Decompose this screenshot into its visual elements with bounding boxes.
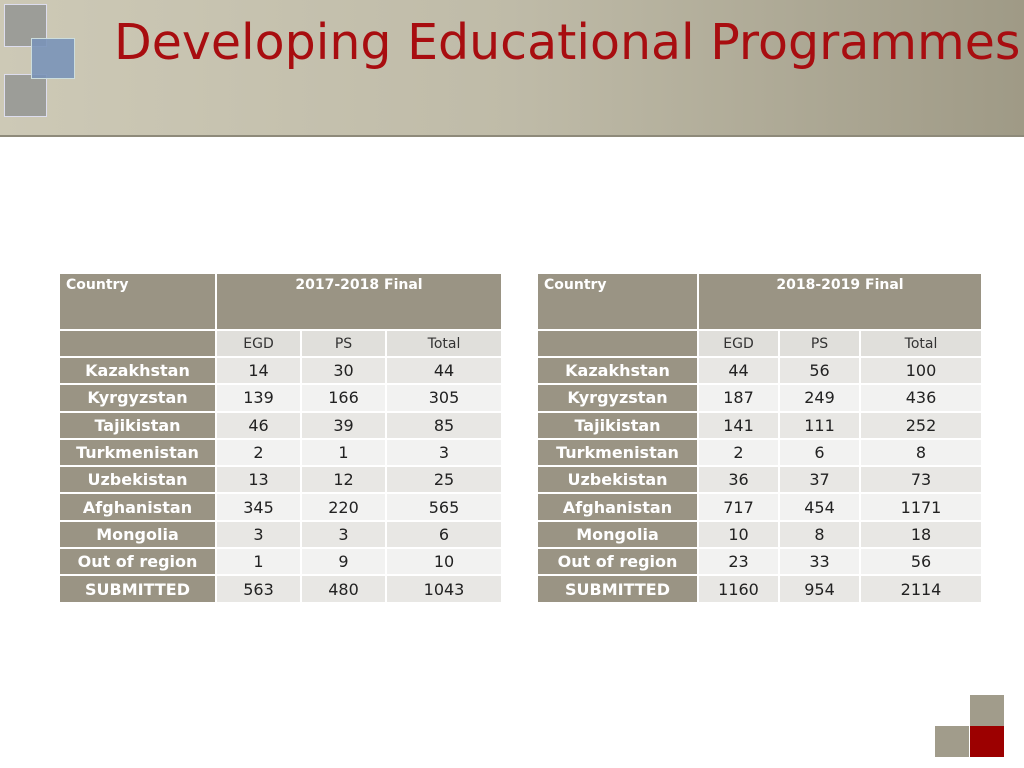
- table-row: [60, 413, 501, 438]
- value-cell: 1171: [861, 494, 981, 519]
- table-row: [60, 494, 501, 519]
- country-cell: Kazakhstan: [60, 358, 215, 383]
- table-2017-2018: [58, 272, 503, 604]
- country-cell: Turkmenistan: [60, 440, 215, 465]
- period-header: 2017-2018 Final: [217, 274, 501, 329]
- value-cell: 8: [861, 440, 981, 465]
- value-cell: 37: [780, 467, 859, 492]
- value-cell: 23: [699, 549, 778, 574]
- country-cell: SUBMITTED: [60, 576, 215, 601]
- table-row: [60, 522, 501, 547]
- value-cell: 44: [387, 358, 501, 383]
- column-header: EGD: [699, 331, 778, 356]
- value-cell: 8: [780, 522, 859, 547]
- value-cell: 2114: [861, 576, 981, 601]
- value-cell: 220: [302, 494, 385, 519]
- table-2018-2019: [536, 272, 983, 604]
- value-cell: 565: [387, 494, 501, 519]
- value-cell: 13: [217, 467, 300, 492]
- value-cell: 345: [217, 494, 300, 519]
- decor-square-icon: [935, 726, 969, 757]
- value-cell: 3: [302, 522, 385, 547]
- table-row: [60, 385, 501, 410]
- value-cell: 10: [699, 522, 778, 547]
- country-cell: Turkmenistan: [538, 440, 697, 465]
- value-cell: 33: [780, 549, 859, 574]
- table-row: [538, 413, 981, 438]
- country-cell: Afghanistan: [538, 494, 697, 519]
- value-cell: 305: [387, 385, 501, 410]
- column-header: PS: [780, 331, 859, 356]
- value-cell: 46: [217, 413, 300, 438]
- country-cell: Tajikistan: [60, 413, 215, 438]
- table-row: [60, 549, 501, 574]
- value-cell: 1: [302, 440, 385, 465]
- page-title: Developing Educational Programmes: [114, 14, 1021, 71]
- value-cell: 187: [699, 385, 778, 410]
- value-cell: 3: [217, 522, 300, 547]
- table-row: [538, 522, 981, 547]
- value-cell: 954: [780, 576, 859, 601]
- value-cell: 3: [387, 440, 501, 465]
- value-cell: 1: [217, 549, 300, 574]
- country-cell: SUBMITTED: [538, 576, 697, 601]
- decor-square-icon: [31, 38, 75, 79]
- period-header: 2018-2019 Final: [699, 274, 981, 329]
- country-cell: Mongolia: [538, 522, 697, 547]
- country-cell: Out of region: [60, 549, 215, 574]
- value-cell: 563: [217, 576, 300, 601]
- value-cell: 30: [302, 358, 385, 383]
- country-cell: Kyrgyzstan: [538, 385, 697, 410]
- value-cell: 480: [302, 576, 385, 601]
- value-cell: 25: [387, 467, 501, 492]
- value-cell: 111: [780, 413, 859, 438]
- value-cell: 56: [780, 358, 859, 383]
- country-cell: Kyrgyzstan: [60, 385, 215, 410]
- country-cell: Mongolia: [60, 522, 215, 547]
- blank-cell: [60, 331, 215, 356]
- value-cell: 1160: [699, 576, 778, 601]
- value-cell: 56: [861, 549, 981, 574]
- decor-square-icon: [970, 726, 1004, 757]
- column-header: Total: [387, 331, 501, 356]
- value-cell: 2: [699, 440, 778, 465]
- country-cell: Uzbekistan: [538, 467, 697, 492]
- value-cell: 10: [387, 549, 501, 574]
- value-cell: 18: [861, 522, 981, 547]
- value-cell: 249: [780, 385, 859, 410]
- country-header: Country: [60, 274, 215, 329]
- country-cell: Uzbekistan: [60, 467, 215, 492]
- country-cell: Out of region: [538, 549, 697, 574]
- value-cell: 9: [302, 549, 385, 574]
- table-row: [60, 440, 501, 465]
- value-cell: 2: [217, 440, 300, 465]
- value-cell: 12: [302, 467, 385, 492]
- value-cell: 44: [699, 358, 778, 383]
- table-row: [538, 494, 981, 519]
- value-cell: 14: [217, 358, 300, 383]
- value-cell: 6: [387, 522, 501, 547]
- title-banner: [0, 0, 1024, 137]
- value-cell: 36: [699, 467, 778, 492]
- country-cell: Kazakhstan: [538, 358, 697, 383]
- table-row: [60, 467, 501, 492]
- value-cell: 252: [861, 413, 981, 438]
- table-row: [538, 576, 981, 601]
- value-cell: 39: [302, 413, 385, 438]
- table-row: [538, 385, 981, 410]
- table-row: [60, 358, 501, 383]
- value-cell: 141: [699, 413, 778, 438]
- value-cell: 85: [387, 413, 501, 438]
- decor-square-icon: [4, 74, 47, 117]
- country-header: Country: [538, 274, 697, 329]
- value-cell: 100: [861, 358, 981, 383]
- table-row: [538, 358, 981, 383]
- column-header: Total: [861, 331, 981, 356]
- value-cell: 436: [861, 385, 981, 410]
- blank-cell: [538, 331, 697, 356]
- table-row: [538, 467, 981, 492]
- table-row: [60, 576, 501, 601]
- value-cell: 1043: [387, 576, 501, 601]
- value-cell: 166: [302, 385, 385, 410]
- country-cell: Tajikistan: [538, 413, 697, 438]
- column-header: PS: [302, 331, 385, 356]
- value-cell: 454: [780, 494, 859, 519]
- value-cell: 717: [699, 494, 778, 519]
- table-row: [538, 440, 981, 465]
- value-cell: 6: [780, 440, 859, 465]
- value-cell: 73: [861, 467, 981, 492]
- decor-square-icon: [970, 695, 1004, 726]
- column-header: EGD: [217, 331, 300, 356]
- table-row: [538, 549, 981, 574]
- country-cell: Afghanistan: [60, 494, 215, 519]
- value-cell: 139: [217, 385, 300, 410]
